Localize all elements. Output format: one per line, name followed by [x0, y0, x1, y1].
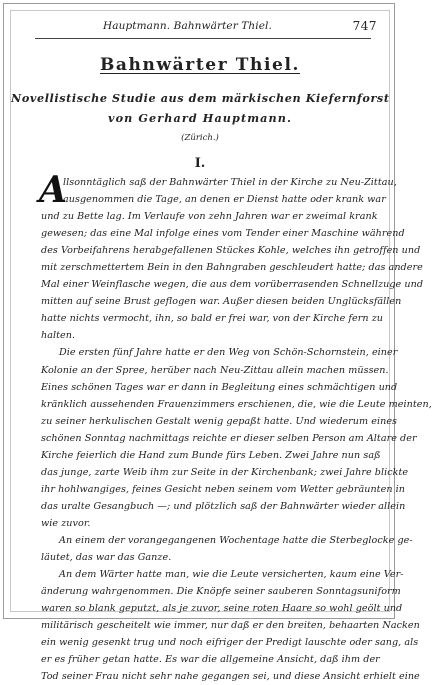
- drop-cap: A: [39, 169, 67, 211]
- subtitle-line-1: Novellistische Studie aus dem märkischen Kiefernforst: [11, 91, 390, 105]
- text-line: zu seiner herkulischen Gestalt wenig gepaßt hatte. Und wiederum eines: [41, 415, 398, 427]
- text-line: läutet, das war das Ganze.: [41, 552, 172, 564]
- text-line: An einem der vorangegangenen Wochentage hatte die Sterbeglocke ge-: [59, 534, 413, 546]
- story-title: Bahnwärter Thiel.: [99, 55, 301, 75]
- location-note: (Zürich.): [181, 133, 219, 143]
- text-line: ausgenommen die Tage, an denen er Dienst hatte oder krank war: [63, 194, 386, 206]
- body-text: [39, 169, 432, 685]
- text-line: mitten auf seine Brust geflogen war. Außer diesen beiden Unglücksfällen: [41, 296, 402, 308]
- subtitle-author-line: von Gerhard Hauptmann.: [108, 111, 292, 125]
- text-line: ein wenig gesenkt trug und noch eifriger der Predigt lauschte oder sang, als: [41, 637, 419, 649]
- text-line: schönen Sonntag nachmittags reichte er dieser selben Person am Altare der: [41, 432, 417, 444]
- running-head: Hauptmann. Bahnwärter Thiel.: [103, 20, 272, 32]
- text-line: Kolonie an der Spree, herüber nach Neu-Zittau allein machen müssen.: [41, 364, 389, 376]
- header-rule: [35, 38, 371, 39]
- text-line: und zu Bette lag. Im Verlaufe von zehn Jahren war er zweimal krank: [41, 211, 378, 223]
- text-line: llsonntäglich saß der Bahnwärter Thiel in der Kirche zu Neu-Zittau,: [63, 177, 397, 188]
- text-line: An dem Wärter hatte man, wie die Leute versicherten, kaum eine Ver-: [59, 569, 404, 581]
- text-line: gewesen; das eine Mal infolge eines vom Tender einer Maschine während: [41, 228, 405, 240]
- text-line: Die ersten fünf Jahre hatte er den Weg von Schön-Schornstein, einer: [59, 347, 398, 359]
- text-line: Tod seiner Frau nicht sehr nahe gegangen sei, und diese Ansicht erhielt eine: [41, 671, 420, 683]
- text-line: er es früher getan hatte. Es war die allgemeine Ansicht, daß ihm der: [41, 654, 380, 666]
- text-line: das junge, zarte Weib ihm zur Seite in der Kirchenbank; zwei Jahre blickte: [41, 466, 409, 478]
- text-line: waren so blank geputzt, als je zuvor, seine roten Haare so wohl geölt und: [41, 603, 403, 615]
- text-line: hatte nichts vermocht, ihn, so bald er frei war, von der Kirche fern zu: [41, 313, 384, 325]
- text-line: das uralte Gesangbuch —; und plötzlich saß der Bahnwärter wieder allein: [41, 500, 406, 512]
- text-line: Kirche feierlich die Hand zum Bunde fürs Leben. Zwei Jahre nun saß: [41, 449, 381, 461]
- text-line: militärisch gescheitelt wie immer, nur daß er den breiten, behaarten Nacken: [41, 620, 420, 632]
- text-line: ihr hohlwangiges, feines Gesicht neben seinem vom Wetter gebräunten in: [41, 483, 405, 495]
- text-line: kränklich aussehenden Frauenzimmers erschienen, die, wie die Leute meinten,: [41, 398, 432, 410]
- text-line: mit zerschmettertem Bein in den Bahngraben geschleudert hatte; das andere: [41, 262, 423, 274]
- page-number: 747: [352, 19, 377, 33]
- text-line: wie zuvor.: [41, 517, 91, 529]
- text-line: Mal einer Weinflasche wegen, die aus dem vorüberrasenden Schnellzuge und: [41, 279, 424, 291]
- text-line: Eines schönen Tages war er dann in Begleitung eines schmächtigen und: [41, 381, 398, 393]
- book-page: [10, 10, 432, 683]
- section-number: I.: [194, 156, 206, 171]
- text-line: änderung wahrgenommen. Die Knöpfe seiner sauberen Sonntagsuniform: [41, 586, 401, 598]
- text-line: des Vorbeifahrens herabgefallenen Stückes Kohle, welches ihn getroffen und: [41, 245, 421, 257]
- text-line: halten.: [41, 330, 76, 342]
- page-frame: [3, 3, 432, 683]
